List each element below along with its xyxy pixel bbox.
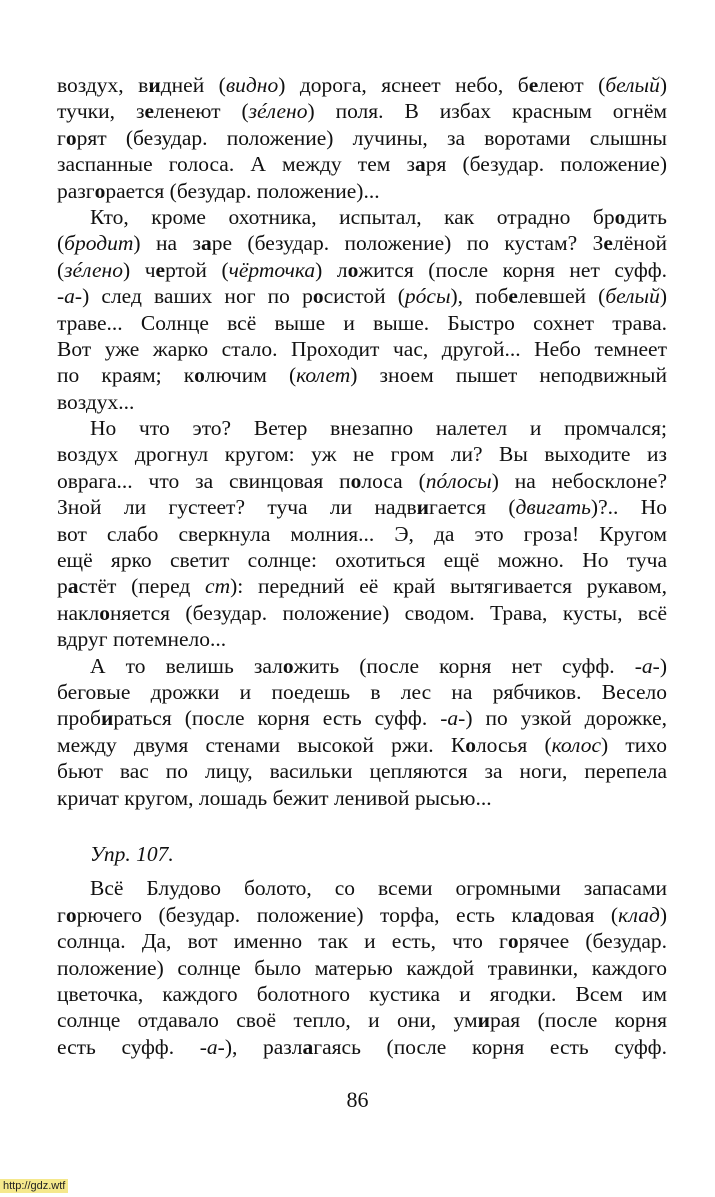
text-line xyxy=(57,573,667,599)
text-line xyxy=(57,310,667,336)
text-segment: -), разл xyxy=(217,1034,303,1059)
italic-word: белый xyxy=(605,73,660,97)
italic-word: клад xyxy=(618,902,660,927)
bold-letter: и xyxy=(148,73,161,97)
italic-word: пóлосы xyxy=(425,468,492,493)
text-segment: бьют вас по лицу, васильки цепляются за ноги, перепела xyxy=(57,759,667,784)
text-line xyxy=(57,336,667,362)
text-segment: Вот уже жарко стало. Проходит час, другой... Небо темнеет xyxy=(57,336,667,361)
text-line xyxy=(57,257,667,283)
text-segment: стёт (перед xyxy=(78,574,206,599)
bold-letter: а xyxy=(200,231,212,256)
text-line xyxy=(57,758,667,784)
text-segment: рается (безудар. положение)... xyxy=(105,178,380,203)
text-line xyxy=(57,362,667,388)
text-segment: солнца. Да, вот именно так и есть, что г xyxy=(57,929,508,954)
text-segment: между двумя стенами высокой ржи. К xyxy=(57,732,466,757)
bold-letter: о xyxy=(65,125,77,150)
text-line xyxy=(57,204,667,230)
bold-letter: е xyxy=(603,231,613,256)
text-segment: ря (безудар. положение) xyxy=(425,152,667,177)
italic-word: ст xyxy=(205,574,231,599)
italic-word: а xyxy=(641,653,653,678)
bold-letter: о xyxy=(312,284,324,309)
text-segment: дить xyxy=(625,204,667,229)
bold-letter: а xyxy=(532,902,544,927)
text-segment: гается ( xyxy=(429,495,516,520)
italic-word: зéлено xyxy=(248,99,308,124)
text-line xyxy=(57,494,667,520)
exercise-heading: Упр. 107. xyxy=(90,841,174,866)
bold-letter: а xyxy=(414,152,426,177)
text-segment: траве... Солнце всё выше и выше. Быстро сохнет трава. xyxy=(57,310,667,335)
text-line xyxy=(57,732,667,758)
bold-letter: е xyxy=(155,257,166,282)
text-segment: ), поб xyxy=(450,284,509,309)
bold-letter: о xyxy=(282,653,294,678)
italic-word: видно xyxy=(225,73,279,97)
text-segment: лоса ( xyxy=(361,468,426,493)
text-segment: воздух... xyxy=(57,389,135,414)
text-segment: р xyxy=(57,574,68,599)
text-segment: леют ( xyxy=(538,73,606,97)
text-line xyxy=(57,653,667,679)
text-segment: ) тихо xyxy=(601,732,667,757)
text-segment: вот слабо сверкнула молния... Э, да это гроза! Кругом xyxy=(57,521,667,546)
text-segment: ) зноем пышет неподвижный xyxy=(350,363,667,388)
text-segment: по краям; к xyxy=(57,363,195,388)
text-segment: Всё Блудово болото, со всеми огромными запасами xyxy=(90,876,667,901)
text-segment: гаясь (после корня есть суфф. xyxy=(313,1034,667,1059)
italic-word: двигать xyxy=(515,495,591,520)
text-segment: цветочка, каждого болотного кустика и ягодки. Всем им xyxy=(57,981,667,1006)
text-segment: г xyxy=(57,125,66,150)
text-line xyxy=(57,928,667,954)
text-line xyxy=(57,785,667,811)
text-segment: ленеют ( xyxy=(154,99,249,124)
bold-letter: и xyxy=(100,706,114,731)
text-segment: жить (после корня нет суфф. - xyxy=(293,653,642,678)
text-segment: - xyxy=(57,284,65,309)
bold-letter: о xyxy=(99,600,110,625)
text-segment: жится (после корня нет суфф. xyxy=(358,257,667,282)
text-segment: рят (безудар. положение) лучины, за воротами слышны xyxy=(76,125,667,150)
text-line xyxy=(57,705,667,731)
text-line xyxy=(57,441,667,467)
italic-word: зéлено xyxy=(64,257,123,282)
text-line xyxy=(57,283,667,309)
bold-letter: а xyxy=(302,1034,314,1059)
italic-word: а xyxy=(64,284,75,309)
text-line xyxy=(57,72,667,98)
text-line xyxy=(57,981,667,1007)
bold-letter: и xyxy=(416,495,429,520)
page-number: 86 xyxy=(346,1087,369,1112)
text-segment: ) xyxy=(659,902,668,927)
text-segment: -) xyxy=(652,653,667,678)
text-segment: ещё ярко светит солнце: охотиться ещё можно. Но туча xyxy=(57,548,667,573)
text-segment: заспанные голоса. А между тем з xyxy=(57,152,415,177)
watermark-link[interactable]: http://gdz.wtf xyxy=(0,1179,68,1193)
text-segment: няется (безудар. положение) сводом. Трава, кусты, всё xyxy=(109,600,667,625)
text-segment: лючим ( xyxy=(204,363,297,388)
text-segment: систой ( xyxy=(323,284,405,309)
italic-word: колос xyxy=(551,732,601,757)
text-segment: -) по узкой дорожке, xyxy=(458,706,668,731)
text-segment: солнце отдавало своё тепло, и они, ум xyxy=(57,1008,478,1033)
bold-letter: о xyxy=(507,929,519,954)
text-line xyxy=(57,626,667,652)
text-segment: дней ( xyxy=(160,73,226,97)
text-segment: ) xyxy=(659,284,668,309)
bold-letter: а xyxy=(67,574,79,599)
text-segment: лосья ( xyxy=(475,732,552,757)
bold-letter: е xyxy=(144,99,155,124)
text-segment: )?.. Но xyxy=(590,495,667,520)
text-segment: левшей ( xyxy=(517,284,606,309)
italic-word: а xyxy=(206,1034,218,1059)
text-line xyxy=(57,230,667,256)
text-segment: воздух дрогнул кругом: уж не гром ли? Вы выходите из xyxy=(57,442,667,467)
bold-letter: о xyxy=(614,204,626,229)
text-segment: накл xyxy=(57,600,100,625)
text-segment: рючего (безудар. положение) торфа, есть кл xyxy=(76,902,533,927)
text-segment: ( xyxy=(57,231,65,256)
text-segment: ртой ( xyxy=(165,257,229,282)
italic-word: колет xyxy=(296,363,351,388)
text-segment: есть суфф. - xyxy=(57,1034,207,1059)
text-segment: раться (после корня есть суфф. - xyxy=(113,706,448,731)
text-segment: ) поля. В избах красным огнём xyxy=(307,99,668,124)
bold-letter: о xyxy=(65,902,77,927)
text-line xyxy=(57,415,667,441)
text-line xyxy=(57,521,667,547)
text-line xyxy=(57,955,667,981)
bold-letter: о xyxy=(350,468,362,493)
italic-word: а xyxy=(447,706,459,731)
text-segment: ) xyxy=(659,73,668,97)
text-line xyxy=(57,1034,667,1060)
text-segment: -) след ваших ног по р xyxy=(74,284,313,309)
text-line xyxy=(57,125,667,151)
text-segment: воздух, в xyxy=(57,73,149,97)
text-segment: ре (безудар. положение) по кустам? З xyxy=(211,231,604,256)
text-line xyxy=(57,875,667,901)
text-segment: беговые дрожки и поедешь в лес на рябчиков. Весело xyxy=(57,679,667,704)
text-segment: г xyxy=(57,902,66,927)
text-segment: Кто, кроме охотника, испытал, как отрадно бр xyxy=(90,204,615,229)
text-segment: ) на небосклоне? xyxy=(491,468,667,493)
text-segment: ( xyxy=(57,257,65,282)
text-segment: проб xyxy=(57,706,101,731)
text-segment: разг xyxy=(57,178,95,203)
text-segment: довая ( xyxy=(543,902,619,927)
text-line xyxy=(57,902,667,928)
text-segment: кричат кругом, лошадь бежит ленивой рысью... xyxy=(57,785,492,810)
bold-letter: е xyxy=(508,284,518,309)
bold-letter: о xyxy=(465,732,476,757)
text-line xyxy=(57,98,667,124)
bold-letter: е xyxy=(528,73,539,97)
text-line xyxy=(57,389,667,415)
text-segment: рая (после корня xyxy=(490,1008,667,1033)
text-segment: оврага... что за свинцовая п xyxy=(57,468,351,493)
text-segment: положение) солнце было матерью каждой травинки, каждого xyxy=(57,955,667,980)
text-segment: рячее (безудар. xyxy=(518,929,667,954)
italic-word: рóсы xyxy=(404,284,451,309)
text-segment: Зной ли густеет? туча ли надв xyxy=(57,495,417,520)
text-segment: Но что это? Ветер внезапно налетел и промчался; xyxy=(90,416,667,441)
text-segment: ) дорога, яснеет небо, б xyxy=(278,73,529,97)
italic-word: белый xyxy=(605,284,660,309)
text-line xyxy=(57,600,667,626)
bold-letter: и xyxy=(477,1008,491,1033)
text-line xyxy=(57,1007,667,1033)
text-segment: ) на з xyxy=(133,231,201,256)
bold-letter: о xyxy=(194,363,205,388)
bold-letter: о xyxy=(347,257,359,282)
text-segment: ) л xyxy=(315,257,348,282)
text-segment: лёной xyxy=(612,231,668,256)
text-segment: А то велишь зал xyxy=(90,653,283,678)
text-line xyxy=(57,178,667,204)
text-segment: тучки, з xyxy=(57,99,145,124)
text-segment: вдруг потемнело... xyxy=(57,627,227,652)
italic-word: чёрточка xyxy=(228,257,316,282)
text-line xyxy=(57,468,667,494)
text-line xyxy=(57,547,667,573)
page-body xyxy=(57,72,667,1060)
text-segment: ): передний её край вытягивается рукавом, xyxy=(230,574,667,599)
italic-word: бродит xyxy=(64,231,134,256)
text-line xyxy=(57,151,667,177)
text-segment: ) ч xyxy=(122,257,156,282)
bold-letter: о xyxy=(94,178,106,203)
text-line xyxy=(57,679,667,705)
